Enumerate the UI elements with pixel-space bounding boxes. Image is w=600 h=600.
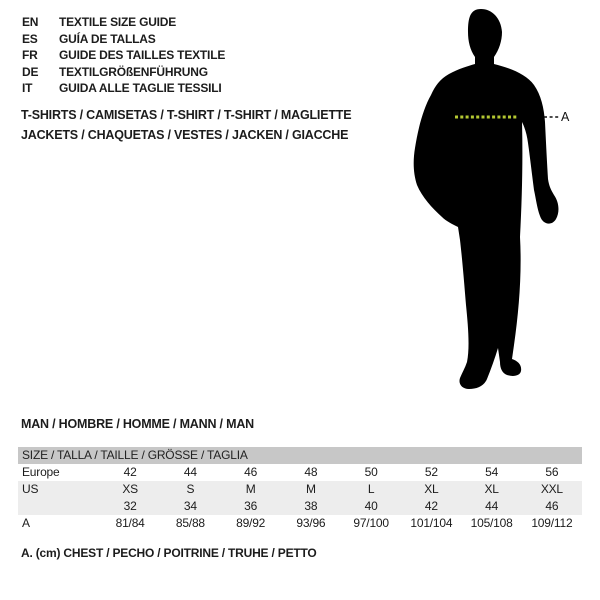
table-cell: 42 [424,499,438,513]
table-cell: 85/88 [175,516,205,530]
section-title-man: MAN / HOMBRE / HOMME / MANN / MAN [21,417,254,431]
table-cell: 89/92 [236,516,266,530]
measure-a-label: A [561,110,570,124]
footnote-chest: A. (cm) CHEST / PECHO / POITRINE / TRUHE / PETTO [21,546,317,560]
language-label: TEXTILGRÖßENFÜHRUNG [59,64,208,79]
language-code: IT [22,81,33,96]
man-silhouette-shape [414,9,559,389]
table-cell: 40 [364,499,378,513]
table-cell: 93/96 [296,516,326,530]
table-cell: 97/100 [353,516,389,530]
language-label: GUÍA DE TALLAS [59,31,156,46]
table-row [18,515,582,532]
table-cell: M [245,482,256,496]
size-table-header: SIZE / TALLA / TAILLE / GRÖSSE / TAGLIA [18,447,582,464]
table-cell: 46 [244,465,258,479]
language-label: TEXTILE SIZE GUIDE [59,15,177,30]
category-line-jackets: JACKETS / CHAQUETAS / VESTES / JACKEN / GIACCHE [21,128,349,142]
table-cell: 50 [364,465,378,479]
table-cell: XS [122,482,138,496]
table-cell: 101/104 [410,516,453,530]
table-row [18,481,582,498]
table-cell: 44 [183,465,197,479]
category-headings [21,105,351,145]
table-cell: 52 [424,465,438,479]
category-line-tshirts: T-SHIRTS / CAMISETAS / T-SHIRT / T-SHIRT / MAGLIETTE [21,108,352,122]
table-cell: M [305,482,316,496]
table-cell: 109/112 [531,516,573,530]
language-list [22,14,225,97]
language-code: ES [22,31,38,46]
language-label: GUIDA ALLE TAGLIE TESSILI [59,81,222,96]
table-cell: 38 [304,499,318,513]
table-cell: 36 [244,499,258,513]
language-code: DE [22,64,39,79]
size-table [18,447,582,532]
table-row [18,498,582,515]
table-cell: 105/108 [470,516,513,530]
table-cell: 42 [123,465,137,479]
table-cell: XXL [540,482,563,496]
table-cell: S [186,482,195,496]
table-cell: 32 [123,499,137,513]
language-row [22,31,225,48]
table-cell: L [367,482,375,496]
size-table-body [18,464,582,532]
language-row [22,47,225,64]
table-cell: 46 [545,499,559,513]
table-row-label: US [22,482,39,496]
table-cell: 81/84 [115,516,145,530]
language-code: EN [22,15,39,30]
table-row-label: Europe [22,465,60,479]
language-row [22,14,225,31]
table-row [18,464,582,481]
table-cell: 34 [183,499,197,513]
table-cell: 48 [304,465,318,479]
language-code: FR [22,48,38,63]
table-cell: 56 [545,465,559,479]
man-silhouette [370,5,570,395]
table-row-label [18,498,100,515]
table-cell: XL [484,482,499,496]
language-label: GUIDE DES TAILLES TEXTILE [59,48,226,63]
language-row [22,64,225,81]
language-row [22,80,225,97]
table-row-label: A [22,516,30,530]
table-cell: XL [424,482,439,496]
table-cell: 44 [485,499,499,513]
table-cell: 54 [485,465,499,479]
